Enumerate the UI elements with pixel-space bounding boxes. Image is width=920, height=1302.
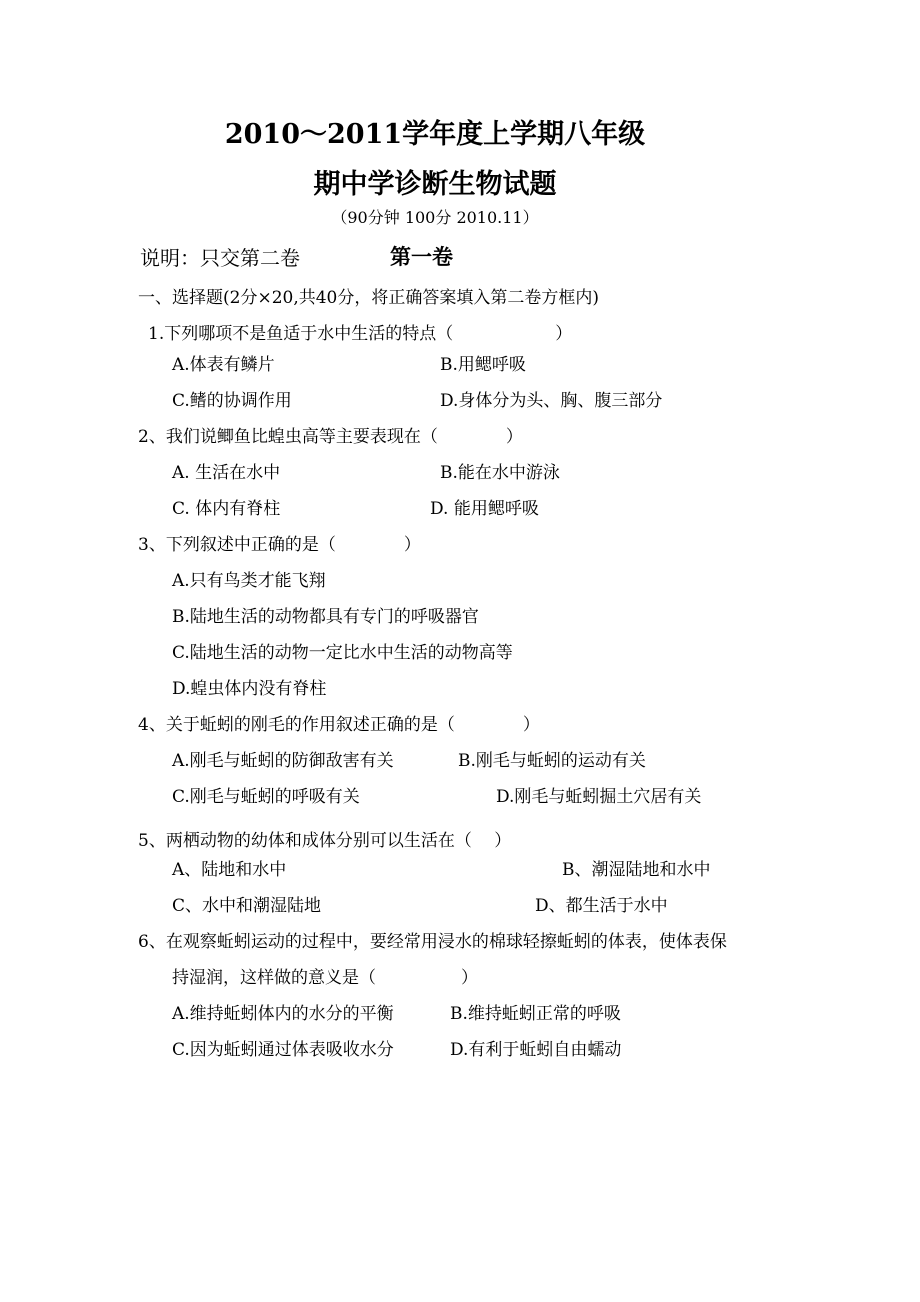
option: D.身体分为头、胸、腹三部分: [440, 391, 663, 411]
option: C.因为蚯蚓通过体表吸收水分: [172, 1040, 394, 1060]
question-stem: 4、关于蚯蚓的刚毛的作用叙述正确的是（ ）: [138, 715, 540, 735]
option: C. 体内有脊柱: [172, 499, 281, 519]
option: A. 生活在水中: [172, 463, 281, 483]
option: C.陆地生活的动物一定比水中生活的动物高等: [172, 643, 513, 663]
option: D、都生活于水中: [535, 896, 668, 916]
section-heading: 一、选择题(2分×20,共40分，将正确答案填入第二卷方框内): [138, 288, 599, 308]
question-stem-continuation: 持湿润，这样做的意义是（ ）: [172, 968, 478, 988]
option: B.陆地生活的动物都具有专门的呼吸器官: [172, 607, 479, 627]
title-line1: 2010～2011学年度上学期八年级: [224, 119, 646, 150]
option: A.维持蚯蚓体内的水分的平衡: [172, 1004, 394, 1024]
question-stem: 5、两栖动物的幼体和成体分别可以生活在（ ）: [138, 831, 512, 851]
option: D.蝗虫体内没有脊柱: [172, 679, 327, 699]
option: C、水中和潮湿陆地: [172, 896, 322, 916]
option: C.鳍的协调作用: [172, 391, 292, 411]
option: A.只有鸟类才能飞翔: [172, 571, 326, 591]
subtitle: （90分钟 100分 2010.11）: [331, 208, 539, 227]
title-line2: 期中学诊断生物试题: [313, 169, 557, 200]
option: B.刚毛与蚯蚓的运动有关: [458, 751, 646, 771]
option: A、陆地和水中: [172, 860, 287, 880]
option: A.体表有鳞片: [172, 355, 275, 375]
option: B.维持蚯蚓正常的呼吸: [450, 1004, 621, 1024]
option: B.用鳃呼吸: [440, 355, 526, 375]
option: B、潮湿陆地和水中: [562, 860, 711, 880]
option: D.刚毛与蚯蚓掘土穴居有关: [496, 787, 702, 807]
volume-heading: 第一卷: [390, 244, 453, 269]
option: C.刚毛与蚯蚓的呼吸有关: [172, 787, 360, 807]
option: A.刚毛与蚯蚓的防御敌害有关: [172, 751, 394, 771]
question-stem: 1.下列哪项不是鱼适于水中生活的特点（ ）: [148, 324, 573, 344]
option: D. 能用鳃呼吸: [430, 499, 539, 519]
question-stem: 3、下列叙述中正确的是（ ）: [138, 535, 421, 555]
option: D.有利于蚯蚓自由蠕动: [450, 1040, 622, 1060]
option: B.能在水中游泳: [440, 463, 560, 483]
question-stem: 2、我们说鲫鱼比蝗虫高等主要表现在（ ）: [138, 427, 523, 447]
question-stem: 6、在观察蚯蚓运动的过程中，要经常用浸水的棉球轻擦蚯蚓的体表，使体表保: [138, 932, 727, 952]
note: 说明：只交第二卷: [140, 246, 300, 270]
